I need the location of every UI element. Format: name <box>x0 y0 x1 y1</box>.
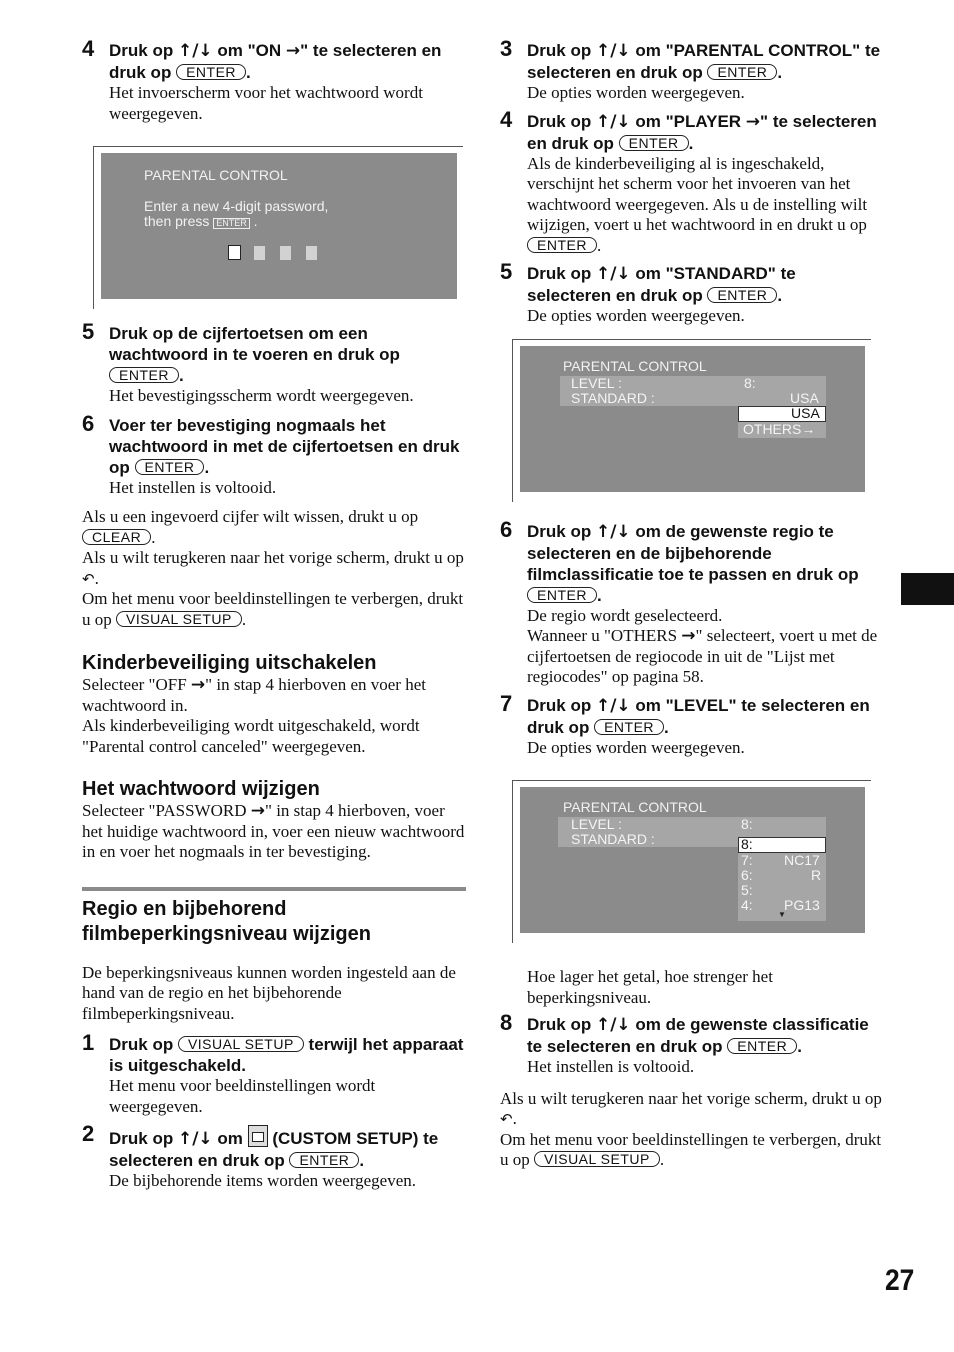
password-digit <box>254 246 265 260</box>
visual-setup-key: VISUAL SETUP <box>178 1036 304 1052</box>
level-selection-screen <box>512 780 871 943</box>
level-row-number[interactable]: 7: <box>741 852 753 868</box>
step-number: 6 <box>82 410 95 436</box>
section-title: Regio en bijbehorend filmbeperkingsniveau wijzigen <box>82 897 371 945</box>
enter-key: ENTER <box>707 287 777 303</box>
up-down-arrows-icon: ↑/↓ <box>177 41 213 61</box>
up-down-arrows-icon: ↑/↓ <box>595 695 631 716</box>
step-heading: Druk op ↑/↓ om "LEVEL" te selecteren en druk op ENTER . <box>527 695 870 737</box>
screen-display <box>101 153 457 299</box>
up-down-arrows-icon: ↑/↓ <box>595 111 631 132</box>
note-return: Als u wilt terugkeren naar het vorige scherm, drukt u op ↶. <box>82 548 464 588</box>
password-digit-cursor <box>228 245 241 260</box>
step-description: Als de kinderbeveiliging al is ingeschakeld, verschijnt het scherm voor het invoeren van het wachtwoord weergegeven. Als u de instelling wilt wijzigen, voert u het wachtwoord in en drukt u op ENTER . <box>527 153 868 255</box>
step-number: 6 <box>500 516 513 542</box>
step-description: Het invoerscherm voor het wachtwoord wordt weergegeven. <box>109 83 423 123</box>
step-description: Het bevestigingsscherm wordt weergegeven. <box>109 386 414 405</box>
standard-label: STANDARD : <box>571 831 655 847</box>
subheading-change-password: Het wachtwoord wijzigen <box>82 778 320 800</box>
level-label: LEVEL : <box>571 816 622 832</box>
chapter-tab <box>901 573 954 605</box>
step-3-parental-control <box>500 36 884 104</box>
step-description: Het menu voor beeldinstellingen wordt weergegeven. <box>109 1076 376 1116</box>
scroll-down-icon[interactable]: ▼ <box>778 910 786 919</box>
visual-setup-key: VISUAL SETUP <box>116 611 242 627</box>
step-number: 1 <box>82 1030 95 1055</box>
step-description: Het instellen is voltooid. <box>527 1057 695 1076</box>
level-value: 8: <box>744 374 756 391</box>
step-5-enter-password <box>82 319 466 407</box>
step-number: 4 <box>82 36 95 61</box>
password-entry-screen <box>93 146 463 309</box>
step-description: De opties worden weergegeven. <box>527 306 745 325</box>
step-description: De regio wordt geselecteerd. <box>527 605 723 625</box>
step-heading: Druk op ↑/↓ om (CUSTOM SETUP) te selecteren en druk op ENTER . <box>109 1125 466 1171</box>
note-hide-menu: Om het menu voor beeldinstellingen te verbergen, drukt u op VISUAL SETUP . <box>82 589 464 629</box>
enter-key-mini: ENTER <box>213 218 250 229</box>
section-rule <box>82 887 466 891</box>
option-usa[interactable]: USA <box>791 404 820 421</box>
step-number: 8 <box>500 1010 513 1035</box>
step-6-confirm-password <box>82 410 466 499</box>
clear-key: CLEAR <box>82 529 151 545</box>
screen-display <box>520 787 865 933</box>
right-arrow-icon: → <box>250 801 265 821</box>
standard-label: STANDARD : <box>571 389 655 406</box>
level-label: LEVEL : <box>571 374 622 391</box>
enter-key: ENTER <box>527 587 597 603</box>
password-digit <box>280 246 291 260</box>
step-description: De opties worden weergegeven. <box>527 83 745 102</box>
step-8-rating <box>500 1010 884 1078</box>
screen-prompt: Enter a new 4-digit password, <box>144 198 329 214</box>
option-others[interactable]: OTHERS→ <box>743 420 816 437</box>
section-intro: De beperkingsniveaus kunnen worden ingesteld aan de hand van de regio en het bijbehorende filmbeperkingsniveau. <box>82 962 456 1023</box>
up-down-arrows-icon: ↑/↓ <box>177 1129 213 1149</box>
step-heading: Druk op ↑/↓ om de gewenste classificatie te selecteren en druk op ENTER . <box>527 1015 869 1056</box>
custom-setup-icon <box>248 1125 268 1147</box>
level-row-number[interactable]: 6: <box>741 867 753 883</box>
step-heading: Druk op ↑/↓ om "PLAYER →" te selecteren en druk op ENTER . <box>527 111 877 153</box>
page-number: 27 <box>885 1264 915 1297</box>
step-number: 7 <box>500 690 513 716</box>
enter-key: ENTER <box>707 64 777 80</box>
up-down-arrows-icon: ↑/↓ <box>595 264 631 284</box>
screen-title: PARENTAL CONTROL <box>563 799 707 815</box>
step-7-level <box>500 690 884 759</box>
right-arrow-icon: → <box>190 675 206 695</box>
paragraph: Selecteer "OFF →" in stap 4 hierboven en voer het wachtwoord in. <box>82 675 426 715</box>
right-arrow-icon: → <box>681 626 696 646</box>
note-hide-menu: Om het menu voor beeldinstellingen te verbergen, drukt u op VISUAL SETUP . <box>500 1129 882 1169</box>
step-description: De bijbehorende items worden weergegeven. <box>109 1171 416 1190</box>
note-return: Als u wilt terugkeren naar het vorige scherm, drukt u op ↶. <box>500 1088 882 1128</box>
screen-title: PARENTAL CONTROL <box>563 357 707 374</box>
step-description: Wanneer u "OTHERS →" selecteert, voert u met de cijfertoetsen de regiocode in uit de "Lijst met regiocodes" op pagina 58. <box>527 626 878 686</box>
level-row-number[interactable]: 5: <box>741 882 753 898</box>
step-heading: Voer ter bevestiging nogmaals het wachtwoord in met de cijfertoetsen en druk op ENTER . <box>109 415 460 477</box>
enter-key: ENTER <box>594 719 664 735</box>
notes <box>82 507 466 630</box>
step-4-on <box>82 36 466 124</box>
step-4-player <box>500 106 884 257</box>
up-down-arrows-icon: ↑/↓ <box>595 521 631 542</box>
return-icon: ↶ <box>82 569 95 588</box>
paragraph: Als kinderbeveiliging wordt uitgeschakeld, wordt "Parental control canceled" weergegeven. <box>82 716 420 756</box>
step-number: 3 <box>500 36 513 61</box>
enter-key: ENTER <box>619 135 689 151</box>
paragraph: Selecteer "PASSWORD →" in stap 4 hierboven, voer het huidige wachtwoord in, voer een nieuw wachtwoord in en voer het nogmaals in ter bevestiging. <box>82 801 465 861</box>
enter-key: ENTER <box>176 64 246 80</box>
standard-selection-screen <box>512 339 871 502</box>
visual-setup-key: VISUAL SETUP <box>534 1151 660 1167</box>
step-heading: Druk op ↑/↓ om "STANDARD" te selecteren en druk op ENTER . <box>527 264 796 305</box>
step-5-standard <box>500 259 884 327</box>
level-value: 8: <box>741 816 753 832</box>
right-arrow-icon: → <box>285 41 301 61</box>
step-description: Het instellen is voltooid. <box>109 477 277 497</box>
level-row-number[interactable]: 4: <box>741 897 753 913</box>
step-6-region <box>500 516 884 688</box>
standard-value: USA <box>790 389 819 406</box>
enter-key: ENTER <box>109 367 179 383</box>
screen-prompt-2: then press ENTER . <box>144 213 258 229</box>
level-row-rating: PG13 <box>784 897 820 913</box>
subheading-disable: Kinderbeveiliging uitschakelen <box>82 652 377 674</box>
note-clear: Als u een ingevoerd cijfer wilt wissen, drukt u op CLEAR . <box>82 507 419 547</box>
level-note: Hoe lager het getal, hoe strenger het beperkingsniveau. <box>527 967 773 1007</box>
level-row-rating: R <box>811 867 822 883</box>
step-heading: Druk op ↑/↓ om de gewenste regio te selecteren en de bijbehorende filmclassificatie toe te passen en druk op ENTER . <box>527 521 859 605</box>
level-row-rating: NC17 <box>784 852 820 868</box>
notes <box>500 1089 884 1171</box>
step-2-custom-setup <box>82 1121 466 1192</box>
up-down-arrows-icon: ↑/↓ <box>595 1015 631 1035</box>
return-icon: ↶ <box>500 1110 513 1128</box>
right-arrow-icon: → <box>745 111 761 132</box>
password-digit <box>306 246 317 260</box>
screen-display <box>520 346 865 492</box>
step-number: 5 <box>500 259 513 284</box>
enter-key: ENTER <box>135 459 205 475</box>
enter-key: ENTER <box>527 237 597 253</box>
step-number: 2 <box>82 1121 95 1146</box>
left-column <box>82 36 466 1192</box>
step-1-visual-setup <box>82 1030 466 1117</box>
enter-key: ENTER <box>289 1152 359 1168</box>
right-column <box>500 36 884 1171</box>
step-heading: Druk op VISUAL SETUP terwijl het apparaat is uitgeschakeld. <box>109 1035 464 1075</box>
up-down-arrows-icon: ↑/↓ <box>595 41 631 61</box>
step-description: De opties worden weergegeven. <box>527 737 745 757</box>
level-row-number[interactable]: 8: <box>741 836 753 852</box>
step-number: 4 <box>500 106 513 132</box>
step-heading: Druk op de cijfertoetsen om een wachtwoord in te voeren en druk op ENTER . <box>109 324 400 385</box>
step-heading: Druk op ↑/↓ om "ON →" te selecteren en druk op ENTER . <box>109 41 442 82</box>
screen-title: PARENTAL CONTROL <box>144 167 288 183</box>
enter-key: ENTER <box>727 1038 797 1054</box>
step-heading: Druk op ↑/↓ om "PARENTAL CONTROL" te selecteren en druk op ENTER . <box>527 41 881 82</box>
step-number: 5 <box>82 319 95 344</box>
